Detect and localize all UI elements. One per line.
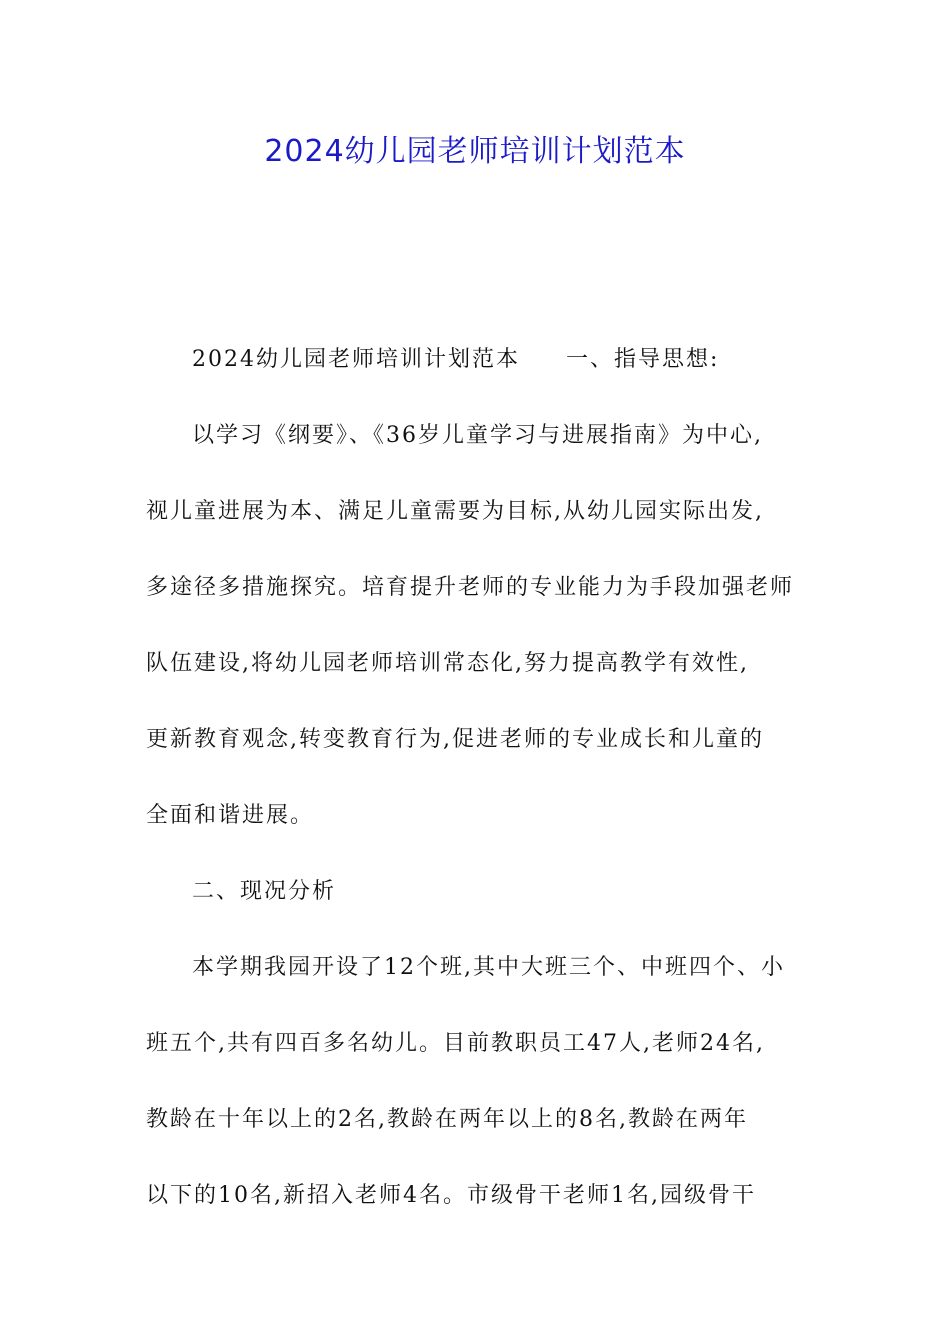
paragraph-line-12: 以下的10名,新招入老师4名。市级骨干老师1名,园级骨干	[146, 1183, 756, 1208]
inline-title: 2024幼儿园老师培训计划范本	[192, 347, 520, 372]
paragraph-line-9: 本学期我园开设了12个班,其中大班三个、中班四个、小	[192, 955, 785, 980]
document-title: 2024幼儿园老师培训计划范本	[264, 134, 686, 169]
paragraph-line-1	[192, 345, 719, 375]
paragraph-line-4: 多途径多措施探究。培育提升老师的专业能力为手段加强老师	[146, 575, 795, 600]
paragraph-line-6: 更新教育观念,转变教育行为,促进老师的专业成长和儿童的	[146, 727, 764, 752]
section-heading-2: 二、现况分析	[192, 879, 337, 904]
paragraph-line-10: 班五个,共有四百多名幼儿。目前教职员工47人,老师24名,	[146, 1031, 765, 1056]
paragraph-line-7: 全面和谐进展。	[146, 803, 315, 828]
paragraph-line-11: 教龄在十年以上的2名,教龄在两年以上的8名,教龄在两年	[146, 1107, 748, 1132]
paragraph-line-3: 视儿童进展为本、满足儿童需要为目标,从幼儿园实际出发,	[146, 499, 764, 524]
section-heading-1: 一、指导思想:	[566, 347, 720, 372]
paragraph-line-5: 队伍建设,将幼儿园老师培训常态化,努力提高教学有效性,	[146, 651, 749, 676]
paragraph-line-2: 以学习《纲要》、《36岁儿童学习与进展指南》为中心,	[192, 423, 763, 448]
